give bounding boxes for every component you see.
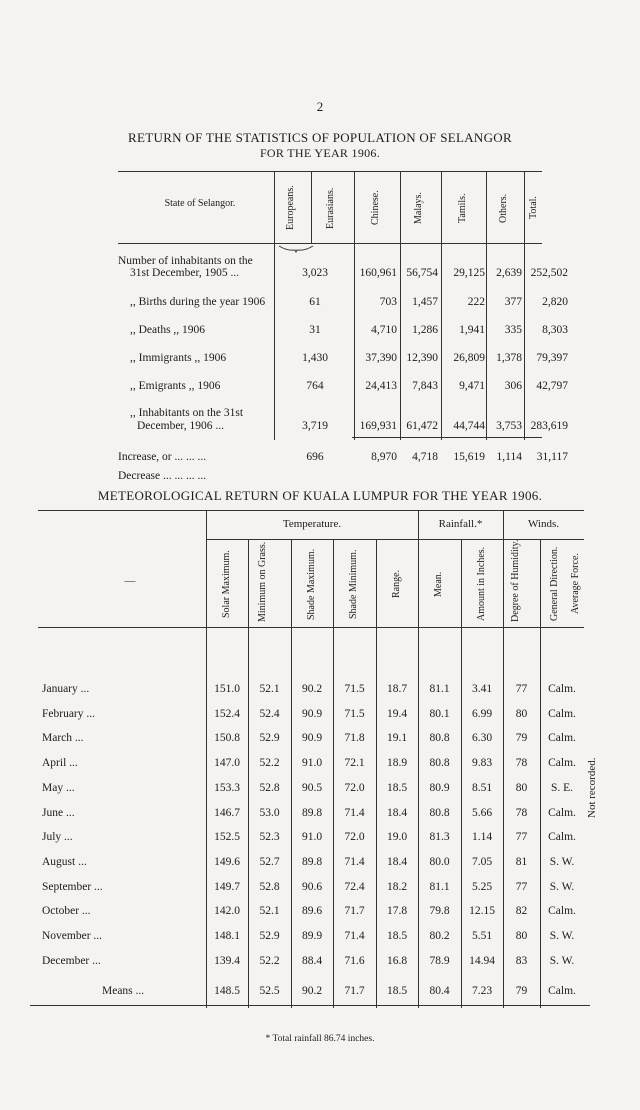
pop-cell-total: 252,502 xyxy=(530,267,568,279)
pop-row-label: ,, Immigrants ,, 1906 xyxy=(130,352,227,364)
month-cell: 79 xyxy=(515,732,528,744)
pop-cell-euro: 31 xyxy=(309,324,321,336)
means-cell: 80.4 xyxy=(429,985,450,997)
population-subtitle: FOR THE YEAR 1906. xyxy=(259,146,381,160)
month-cell: 9.83 xyxy=(471,757,493,769)
month-cell: 19.4 xyxy=(386,708,408,720)
month-cell: S. W. xyxy=(549,881,575,893)
month-cell: 77 xyxy=(515,683,528,695)
col-others: Others. xyxy=(498,193,509,223)
pop-cell-malays: 1,286 xyxy=(412,324,438,336)
month-cell: 80 xyxy=(515,782,528,794)
month-cell: 150.8 xyxy=(214,732,240,744)
group-temperature: Temperature. xyxy=(282,518,342,530)
col-average-force: Average Force. xyxy=(570,553,581,615)
pop-cell-malays: 4,718 xyxy=(412,451,438,463)
month-cell: 18.4 xyxy=(386,807,408,819)
col-mean: Mean. xyxy=(433,571,444,597)
pop-cell-tamils: 9,471 xyxy=(459,380,485,392)
pop-cell-total: 8,303 xyxy=(542,324,568,336)
month-cell: 5.66 xyxy=(471,807,493,819)
month-cell: 83 xyxy=(515,955,528,967)
month-cell: 52.1 xyxy=(259,905,280,917)
month-cell: 72.0 xyxy=(344,782,365,794)
pop-cell-tamils: 26,809 xyxy=(453,352,485,364)
col-eurasians: Eurasians. xyxy=(325,187,336,229)
means-label: Means ... xyxy=(102,985,145,997)
month-cell: 78 xyxy=(515,757,528,769)
col-chinese: Chinese. xyxy=(370,190,381,226)
month-cell: 7.05 xyxy=(471,856,493,868)
month-cell: 1.14 xyxy=(471,831,493,843)
pop-row-label: ,, Inhabitants on the 31st xyxy=(130,407,244,419)
means-cell: 90.2 xyxy=(301,985,323,997)
month-cell: 8.51 xyxy=(471,782,493,794)
month-cell: 148.1 xyxy=(214,930,240,942)
month-cell: 152.5 xyxy=(214,831,240,843)
month-cell: 6.99 xyxy=(471,708,493,720)
col-total: Total. xyxy=(528,196,539,220)
month-cell: 80.8 xyxy=(429,757,450,769)
month-cell: 153.3 xyxy=(214,782,240,794)
col-minimum-on-grass: Minimum on Grass. xyxy=(257,541,268,622)
month-cell: 52.2 xyxy=(259,757,280,769)
pop-cell-tamils: 1,941 xyxy=(459,324,485,336)
pop-cell-tamils: 222 xyxy=(467,296,485,308)
col-tamils: Tamils. xyxy=(457,193,468,223)
month-cell: 80.0 xyxy=(429,856,450,868)
rainfall-footnote: * Total rainfall 86.74 inches. xyxy=(265,1034,375,1044)
pop-row-label-increase: Increase, or ... ... ... xyxy=(118,451,207,463)
month-cell: 3.41 xyxy=(471,683,493,695)
month-cell: S. W. xyxy=(549,955,575,967)
month-cell: S. E. xyxy=(550,782,574,794)
col-europeans: Europeans. xyxy=(285,185,296,231)
means-cell: 52.5 xyxy=(259,985,280,997)
pop-row-label: Number of inhabitants on the xyxy=(118,255,253,267)
pop-cell-malays: 7,843 xyxy=(412,380,438,392)
month-cell: 6.30 xyxy=(471,732,493,744)
month-cell: 90.9 xyxy=(301,708,323,720)
group-rainfall: Rainfall.* xyxy=(438,518,483,530)
month-cell: 80.8 xyxy=(429,807,450,819)
month-cell: 81.1 xyxy=(429,683,450,695)
month-cell: 18.5 xyxy=(386,782,408,794)
population-title: RETURN OF THE STATISTICS OF POPULATION OF SELANGOR xyxy=(128,130,512,145)
month-label: March ... xyxy=(42,732,84,744)
pop-cell-malays: 56,754 xyxy=(406,267,438,279)
pop-row-label: ,, Emigrants ,, 1906 xyxy=(130,380,221,392)
month-cell: Calm. xyxy=(548,757,576,769)
month-cell: 5.25 xyxy=(471,881,493,893)
month-cell: 139.4 xyxy=(214,955,240,967)
month-label: October ... xyxy=(42,905,91,917)
pop-cell-chinese: 8,970 xyxy=(371,451,397,463)
month-cell: 52.7 xyxy=(259,856,280,868)
month-cell: 71.4 xyxy=(344,930,365,942)
month-cell: 77 xyxy=(515,881,528,893)
pop-row-label-cont: 31st December, 1905 ... xyxy=(130,267,240,279)
month-cell: 14.94 xyxy=(469,955,495,967)
month-cell: 71.4 xyxy=(344,856,365,868)
month-cell: 78 xyxy=(515,807,528,819)
pop-row-label: ,, Deaths ,, 1906 xyxy=(130,324,206,336)
pop-cell-total: 2,820 xyxy=(542,296,568,308)
month-cell: 90.2 xyxy=(301,683,323,695)
pop-row-label-cont: December, 1906 ... xyxy=(137,420,225,432)
month-cell: Calm. xyxy=(548,732,576,744)
month-cell: 71.5 xyxy=(344,683,365,695)
means-cell: 148.5 xyxy=(214,985,240,997)
month-cell: 72.1 xyxy=(344,757,365,769)
month-cell: S. W. xyxy=(549,930,575,942)
month-label: September ... xyxy=(42,881,103,893)
month-cell: 149.6 xyxy=(214,856,240,868)
month-label: June ... xyxy=(42,807,75,819)
pop-cell-others: 3,753 xyxy=(496,420,522,432)
month-cell: 19.1 xyxy=(386,732,408,744)
pop-cell-total: 283,619 xyxy=(530,420,568,432)
month-cell: S. W. xyxy=(549,856,575,868)
month-label: November ... xyxy=(42,930,103,942)
col-general-direction: General Direction. xyxy=(549,546,560,622)
month-cell: 52.8 xyxy=(259,881,280,893)
month-cell: 52.9 xyxy=(259,930,280,942)
month-cell: 52.8 xyxy=(259,782,280,794)
pop-cell-malays: 12,390 xyxy=(406,352,438,364)
month-cell: 80.9 xyxy=(429,782,450,794)
month-cell: 89.9 xyxy=(301,930,323,942)
month-cell: 79.8 xyxy=(429,905,450,917)
pop-cell-others: 306 xyxy=(504,380,522,392)
pop-cell-others: 2,639 xyxy=(496,267,522,279)
month-cell: 71.5 xyxy=(344,708,365,720)
month-cell: 52.2 xyxy=(259,955,280,967)
pop-cell-euro: 1,430 xyxy=(302,352,328,364)
month-cell: 19.0 xyxy=(386,831,408,843)
month-label: February ... xyxy=(42,708,96,720)
pop-cell-euro: 764 xyxy=(306,380,324,392)
means-cell: 71.7 xyxy=(344,985,365,997)
brace-icon xyxy=(278,245,314,253)
month-cell: 80 xyxy=(515,930,528,942)
month-cell: 72.0 xyxy=(344,831,365,843)
month-cell: 80 xyxy=(515,708,528,720)
pop-cell-chinese: 160,961 xyxy=(359,267,397,279)
month-cell: 91.0 xyxy=(301,831,323,843)
pop-cell-chinese: 4,710 xyxy=(371,324,397,336)
month-cell: 72.4 xyxy=(344,881,365,893)
month-cell: 147.0 xyxy=(214,757,240,769)
page-number: 2 xyxy=(316,99,324,114)
month-cell: 17.8 xyxy=(386,905,408,917)
group-winds: Winds. xyxy=(527,518,560,530)
month-cell: 151.0 xyxy=(214,683,240,695)
col-solar-maximum: Solar Maximum. xyxy=(221,550,232,618)
population-corner-label: State of Selangor. xyxy=(164,198,236,209)
month-cell: 142.0 xyxy=(214,905,240,917)
pop-cell-chinese: 37,390 xyxy=(365,352,397,364)
not-recorded-note: Not recorded. xyxy=(586,757,598,818)
pop-cell-tamils: 29,125 xyxy=(453,267,485,279)
pop-cell-tamils: 15,619 xyxy=(453,451,485,463)
pop-cell-others: 1,378 xyxy=(496,352,522,364)
pop-cell-chinese: 24,413 xyxy=(365,380,397,392)
month-cell: 81.3 xyxy=(429,831,450,843)
pop-cell-others: 377 xyxy=(504,296,522,308)
month-cell: 81.1 xyxy=(429,881,450,893)
meteo-corner-label: — xyxy=(124,575,136,587)
month-cell: 78.9 xyxy=(429,955,450,967)
pop-cell-tamils: 44,744 xyxy=(453,420,485,432)
month-cell: 5.51 xyxy=(471,930,493,942)
means-cell: 7.23 xyxy=(471,985,493,997)
month-cell: Calm. xyxy=(548,831,576,843)
month-cell: 81 xyxy=(515,856,528,868)
month-cell: 152.4 xyxy=(214,708,240,720)
month-label: January ... xyxy=(42,683,90,695)
pop-cell-euro: 3,719 xyxy=(302,420,328,432)
month-label: May ... xyxy=(42,782,75,794)
pop-row-label-decrease: Decrease ... ... ... ... xyxy=(118,470,207,482)
month-cell: 89.6 xyxy=(301,905,323,917)
col-range: Range. xyxy=(391,569,402,599)
pop-cell-total: 42,797 xyxy=(536,380,568,392)
month-cell: 71.8 xyxy=(344,732,365,744)
month-cell: Calm. xyxy=(548,708,576,720)
month-cell: 88.4 xyxy=(301,955,323,967)
pop-cell-euro: 3,023 xyxy=(302,267,328,279)
pop-row-label: ,, Births during the year 1906 xyxy=(130,296,266,308)
month-cell: 52.1 xyxy=(259,683,280,695)
month-cell: 52.4 xyxy=(259,708,280,720)
month-cell: Calm. xyxy=(548,807,576,819)
col-amount-in-inches: Amount in Inches. xyxy=(476,546,487,622)
month-cell: 89.8 xyxy=(301,807,323,819)
pop-cell-chinese: 169,931 xyxy=(359,420,397,432)
month-cell: 82 xyxy=(515,905,528,917)
month-label: December ... xyxy=(42,955,101,967)
month-cell: 52.9 xyxy=(259,732,280,744)
pop-cell-euro: 61 xyxy=(309,296,321,308)
month-cell: 18.9 xyxy=(386,757,408,769)
pop-cell-total: 79,397 xyxy=(536,352,568,364)
month-cell: 146.7 xyxy=(214,807,240,819)
month-cell: 90.6 xyxy=(301,881,323,893)
month-label: August ... xyxy=(42,856,87,868)
means-cell: 79 xyxy=(515,985,528,997)
month-cell: 18.4 xyxy=(386,856,408,868)
pop-cell-malays: 61,472 xyxy=(406,420,438,432)
means-cell: Calm. xyxy=(548,985,576,997)
month-cell: 71.6 xyxy=(344,955,365,967)
month-cell: 90.5 xyxy=(301,782,323,794)
month-cell: 90.9 xyxy=(301,732,323,744)
pop-cell-others: 335 xyxy=(504,324,522,336)
col-shade-minimum: Shade Minimum. xyxy=(348,549,359,619)
col-malays: Malays. xyxy=(413,192,424,224)
month-cell: 12.15 xyxy=(469,905,495,917)
month-cell: 16.8 xyxy=(386,955,408,967)
month-cell: 18.7 xyxy=(386,683,408,695)
month-cell: 53.0 xyxy=(259,807,280,819)
month-cell: 80.2 xyxy=(429,930,450,942)
month-cell: 89.8 xyxy=(301,856,323,868)
month-cell: 52.3 xyxy=(259,831,280,843)
pop-cell-others: 1,114 xyxy=(496,451,522,463)
month-cell: Calm. xyxy=(548,905,576,917)
month-label: July ... xyxy=(42,831,73,843)
col-degree-of-humidity: Degree of Humidity. xyxy=(510,539,521,622)
month-cell: 71.4 xyxy=(344,807,365,819)
month-cell: 91.0 xyxy=(301,757,323,769)
pop-cell-malays: 1,457 xyxy=(412,296,438,308)
month-cell: 149.7 xyxy=(214,881,240,893)
pop-cell-chinese: 703 xyxy=(379,296,397,308)
month-cell: 71.7 xyxy=(344,905,365,917)
month-cell: 80.8 xyxy=(429,732,450,744)
pop-cell-total: 31,117 xyxy=(536,451,568,463)
month-cell: 18.5 xyxy=(386,930,408,942)
month-cell: Calm. xyxy=(548,683,576,695)
pop-cell-euro: 696 xyxy=(306,451,324,463)
month-cell: 18.2 xyxy=(386,881,408,893)
month-label: April ... xyxy=(42,757,78,769)
col-shade-maximum: Shade Maximum. xyxy=(306,548,317,620)
month-cell: 77 xyxy=(515,831,528,843)
means-cell: 18.5 xyxy=(386,985,408,997)
meteo-title: METEOROLOGICAL RETURN OF KUALA LUMPUR FOR THE YEAR 1906. xyxy=(97,488,543,503)
month-cell: 80.1 xyxy=(429,708,450,720)
